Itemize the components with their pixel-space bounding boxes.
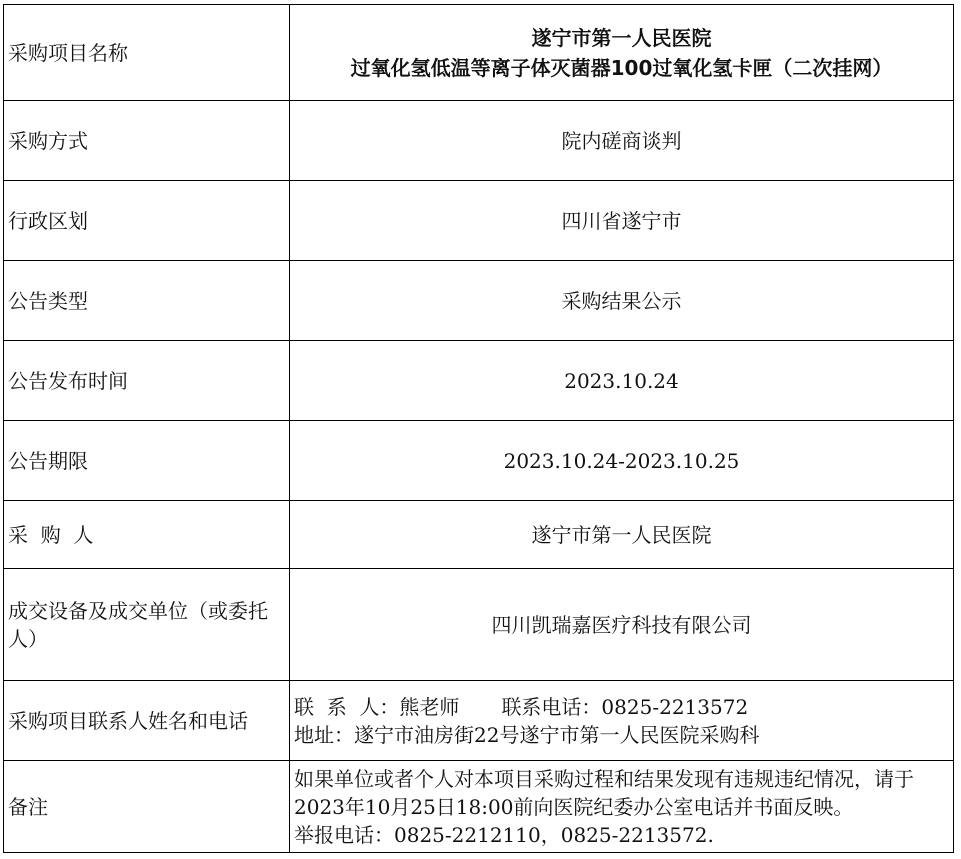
administrative-region-label: 行政区划 bbox=[4, 181, 290, 261]
contact-line bbox=[294, 693, 951, 721]
row-announcement-type bbox=[4, 261, 954, 341]
project-name-line-1: 遂宁市第一人民医院 bbox=[531, 25, 712, 50]
report-phone: 举报电话：0825-2212110，0825-2213572. bbox=[294, 822, 714, 847]
row-procurement-method bbox=[4, 101, 954, 181]
row-purchaser bbox=[4, 501, 954, 569]
purchaser-value: 遂宁市第一人民医院 bbox=[290, 501, 954, 569]
purchaser-label: 采 购 人 bbox=[4, 501, 290, 569]
publish-date-value: 2023.10.24 bbox=[290, 341, 954, 421]
procurement-announcement-table bbox=[3, 4, 954, 853]
row-winning-bidder bbox=[4, 569, 954, 681]
project-name-label: 采购项目名称 bbox=[4, 5, 290, 101]
contact-person: 联 系 人：熊老师 bbox=[294, 694, 460, 719]
contact-value bbox=[290, 681, 954, 761]
remarks-value bbox=[290, 761, 954, 853]
procurement-method-value: 院内磋商谈判 bbox=[290, 101, 954, 181]
winning-bidder-label: 成交设备及成交单位（或委托人） bbox=[4, 569, 290, 681]
announcement-period-label: 公告期限 bbox=[4, 421, 290, 501]
winning-bidder-value: 四川凯瑞嘉医疗科技有限公司 bbox=[290, 569, 954, 681]
contact-address: 地址：遂宁市油房街22号遂宁市第一人民医院采购科 bbox=[294, 722, 760, 747]
row-project-name bbox=[4, 5, 954, 101]
announcement-period-value: 2023.10.24-2023.10.25 bbox=[290, 421, 954, 501]
row-contact bbox=[4, 681, 954, 761]
publish-date-label: 公告发布时间 bbox=[4, 341, 290, 421]
project-name-line-2: 过氧化氢低温等离子体灭菌器100过氧化氢卡匣（二次挂网） bbox=[350, 55, 893, 80]
contact-label: 采购项目联系人姓名和电话 bbox=[4, 681, 290, 761]
announcement-type-value: 采购结果公示 bbox=[290, 261, 954, 341]
announcement-type-label: 公告类型 bbox=[4, 261, 290, 341]
contact-phone: 联系电话：0825-2213572 bbox=[501, 694, 749, 719]
row-remarks bbox=[4, 761, 954, 853]
administrative-region-value: 四川省遂宁市 bbox=[290, 181, 954, 261]
remarks-text: 如果单位或者个人对本项目采购过程和结果发现有违规违纪情况，请于2023年10月25日18:00前向医院纪委办公室电话并书面反映。 bbox=[294, 766, 914, 819]
procurement-method-label: 采购方式 bbox=[4, 101, 290, 181]
project-name-value bbox=[290, 5, 954, 101]
row-administrative-region bbox=[4, 181, 954, 261]
remarks-label: 备注 bbox=[4, 761, 290, 853]
row-publish-date bbox=[4, 341, 954, 421]
row-announcement-period bbox=[4, 421, 954, 501]
